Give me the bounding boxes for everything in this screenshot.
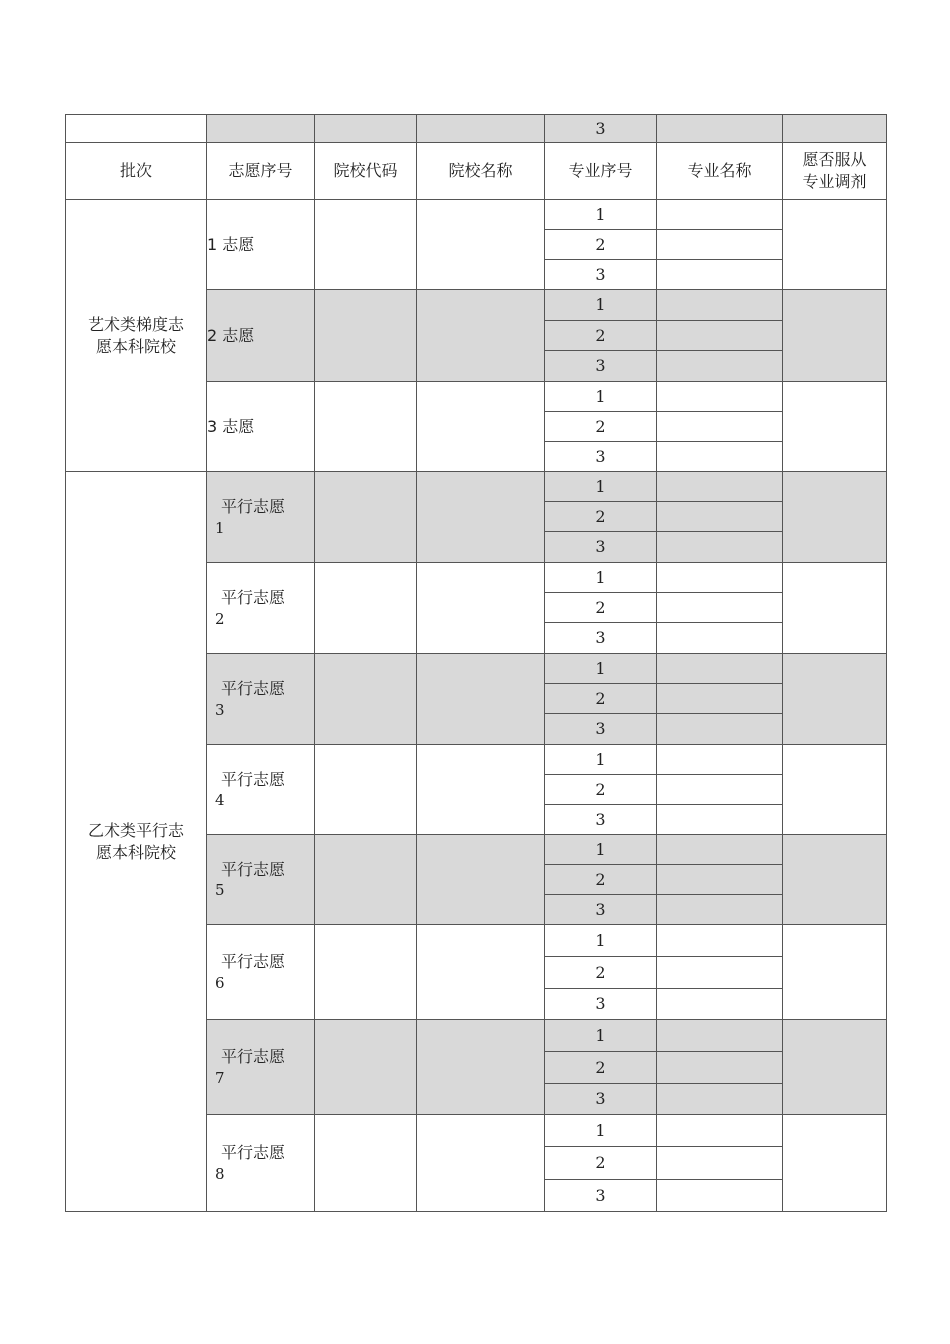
obey-adjust-cell[interactable] <box>783 1020 887 1115</box>
major-name-cell[interactable] <box>657 230 783 260</box>
school-name-cell[interactable] <box>417 654 545 745</box>
major-no-cell: 1 <box>545 472 657 502</box>
continued-row <box>66 115 887 143</box>
school-name-cell[interactable] <box>417 925 545 1020</box>
major-name-cell[interactable] <box>657 925 783 957</box>
school-name-cell[interactable] <box>417 835 545 925</box>
obey-adjust-cell[interactable] <box>783 200 887 290</box>
choice-number: 3 <box>215 700 225 719</box>
school-code-cell[interactable] <box>315 745 417 835</box>
major-name-cell[interactable] <box>657 382 783 412</box>
choice-number: 7 <box>215 1068 225 1087</box>
choice-label <box>207 654 315 745</box>
header-row <box>66 143 887 200</box>
major-name-cell[interactable] <box>657 442 783 472</box>
major-name-cell[interactable] <box>657 472 783 502</box>
major-name-cell[interactable] <box>657 895 783 925</box>
major-no-cell: 2 <box>545 684 657 714</box>
choice-prefix: 平行志愿 <box>221 859 286 879</box>
major-name-cell[interactable] <box>657 1115 783 1147</box>
choice-prefix: 平行志愿 <box>221 1047 286 1067</box>
continued-major-name-cell[interactable] <box>657 115 783 143</box>
major-no-cell: 1 <box>545 290 657 321</box>
major-no-cell: 3 <box>545 351 657 382</box>
major-no-cell: 1 <box>545 1115 657 1147</box>
header-obey-line1: 愿否服从 <box>802 150 867 170</box>
major-name-cell[interactable] <box>657 1052 783 1084</box>
continued-batch-cell[interactable] <box>66 115 207 143</box>
major-no-cell: 2 <box>545 775 657 805</box>
major-row <box>66 200 887 230</box>
school-code-cell[interactable] <box>315 1020 417 1115</box>
major-no-cell: 2 <box>545 865 657 895</box>
choice-label <box>207 925 315 1020</box>
continued-school-code-cell[interactable] <box>315 115 417 143</box>
major-name-cell[interactable] <box>657 1147 783 1180</box>
major-no-cell: 3 <box>545 989 657 1020</box>
major-no-cell: 2 <box>545 502 657 532</box>
major-name-cell[interactable] <box>657 1084 783 1115</box>
major-no-cell: 2 <box>545 1052 657 1084</box>
school-code-cell[interactable] <box>315 925 417 1020</box>
header-obey-line2: 专业调剂 <box>802 172 867 191</box>
school-code-cell[interactable] <box>315 1115 417 1212</box>
choice-label: 2 志愿 <box>207 290 315 382</box>
school-code-cell[interactable] <box>315 654 417 745</box>
major-name-cell[interactable] <box>657 623 783 654</box>
major-name-cell[interactable] <box>657 745 783 775</box>
choice-prefix: 平行志愿 <box>221 1143 286 1163</box>
major-no-cell: 1 <box>545 1020 657 1052</box>
header-major-name: 专业名称 <box>657 143 783 200</box>
header-choice-no: 志愿序号 <box>207 143 315 200</box>
school-code-cell[interactable] <box>315 563 417 654</box>
major-name-cell[interactable] <box>657 290 783 321</box>
major-name-cell[interactable] <box>657 351 783 382</box>
obey-adjust-cell[interactable] <box>783 1115 887 1212</box>
application-form-table <box>65 114 887 1212</box>
batch-label-line1: 乙术类平行志 <box>87 820 184 840</box>
header-school-name: 院校名称 <box>417 143 545 200</box>
major-name-cell[interactable] <box>657 684 783 714</box>
major-no-cell: 1 <box>545 382 657 412</box>
choice-number: 5 <box>215 881 225 900</box>
form-body <box>66 115 887 1212</box>
header-obey-adjust <box>783 143 887 200</box>
batch-label-line1: 艺术类梯度志 <box>87 314 184 334</box>
header-batch: 批次 <box>66 143 207 200</box>
school-name-cell[interactable] <box>417 1020 545 1115</box>
choice-prefix: 平行志愿 <box>221 497 286 517</box>
major-no-cell: 2 <box>545 321 657 351</box>
choice-label: 3 志愿 <box>207 382 315 472</box>
major-no-cell: 3 <box>545 805 657 835</box>
major-name-cell[interactable] <box>657 200 783 230</box>
continued-choice-cell[interactable] <box>207 115 315 143</box>
major-no-cell: 3 <box>545 260 657 290</box>
major-no-cell: 3 <box>545 1180 657 1212</box>
school-code-cell[interactable] <box>315 382 417 472</box>
continued-school-name-cell[interactable] <box>417 115 545 143</box>
major-name-cell[interactable] <box>657 593 783 623</box>
batch-label-line2: 愿本科院校 <box>95 336 176 356</box>
choice-label <box>207 1115 315 1212</box>
obey-adjust-cell[interactable] <box>783 654 887 745</box>
header-school-code: 院校代码 <box>315 143 417 200</box>
choice-label: 1 志愿 <box>207 200 315 290</box>
choice-label <box>207 1020 315 1115</box>
major-name-cell[interactable] <box>657 989 783 1020</box>
obey-adjust-cell[interactable] <box>783 563 887 654</box>
continued-major-no: 3 <box>545 115 657 143</box>
batch-cell-gradient <box>66 200 207 472</box>
choice-prefix: 平行志愿 <box>221 588 286 608</box>
batch-label-line2: 愿本科院校 <box>95 842 176 862</box>
obey-adjust-cell[interactable] <box>783 835 887 925</box>
choice-prefix: 平行志愿 <box>221 769 286 789</box>
school-code-cell[interactable] <box>315 290 417 382</box>
header-major-no: 专业序号 <box>545 143 657 200</box>
major-name-cell[interactable] <box>657 1180 783 1212</box>
choice-prefix: 平行志愿 <box>221 952 286 972</box>
school-name-cell[interactable] <box>417 200 545 290</box>
major-no-cell: 3 <box>545 1084 657 1115</box>
major-no-cell: 1 <box>545 563 657 593</box>
major-name-cell[interactable] <box>657 865 783 895</box>
major-no-cell: 2 <box>545 412 657 442</box>
school-code-cell[interactable] <box>315 835 417 925</box>
school-code-cell[interactable] <box>315 472 417 563</box>
choice-label <box>207 563 315 654</box>
major-row <box>66 472 887 502</box>
major-name-cell[interactable] <box>657 835 783 865</box>
choice-number: 2 <box>215 609 225 628</box>
major-no-cell: 3 <box>545 714 657 745</box>
major-name-cell[interactable] <box>657 532 783 563</box>
choice-number: 4 <box>215 791 225 810</box>
major-name-cell[interactable] <box>657 654 783 684</box>
obey-adjust-cell[interactable] <box>783 925 887 1020</box>
major-name-cell[interactable] <box>657 805 783 835</box>
obey-adjust-cell[interactable] <box>783 745 887 835</box>
major-no-cell: 3 <box>545 623 657 654</box>
choice-label <box>207 835 315 925</box>
obey-adjust-cell[interactable] <box>783 290 887 382</box>
choice-number: 8 <box>215 1164 225 1183</box>
major-no-cell: 1 <box>545 835 657 865</box>
major-no-cell: 3 <box>545 532 657 563</box>
major-no-cell: 1 <box>545 745 657 775</box>
obey-adjust-cell[interactable] <box>783 472 887 563</box>
choice-label <box>207 745 315 835</box>
major-no-cell: 1 <box>545 200 657 230</box>
major-no-cell: 2 <box>545 957 657 989</box>
major-name-cell[interactable] <box>657 714 783 745</box>
major-no-cell: 2 <box>545 593 657 623</box>
school-name-cell[interactable] <box>417 745 545 835</box>
choice-number: 1 <box>215 518 225 537</box>
choice-prefix: 平行志愿 <box>221 679 286 699</box>
major-no-cell: 1 <box>545 654 657 684</box>
school-code-cell[interactable] <box>315 200 417 290</box>
major-name-cell[interactable] <box>657 1020 783 1052</box>
major-name-cell[interactable] <box>657 321 783 351</box>
major-name-cell[interactable] <box>657 775 783 805</box>
major-name-cell[interactable] <box>657 957 783 989</box>
school-name-cell[interactable] <box>417 290 545 382</box>
major-name-cell[interactable] <box>657 563 783 593</box>
choice-number: 6 <box>215 973 225 992</box>
school-name-cell[interactable] <box>417 563 545 654</box>
major-no-cell: 2 <box>545 1147 657 1180</box>
major-no-cell: 2 <box>545 230 657 260</box>
continued-obey-cell[interactable] <box>783 115 887 143</box>
major-name-cell[interactable] <box>657 260 783 290</box>
school-name-cell[interactable] <box>417 1115 545 1212</box>
major-no-cell: 1 <box>545 925 657 957</box>
choice-label <box>207 472 315 563</box>
school-name-cell[interactable] <box>417 472 545 563</box>
major-name-cell[interactable] <box>657 502 783 532</box>
major-no-cell: 3 <box>545 895 657 925</box>
batch-cell-parallel <box>66 472 207 1212</box>
major-name-cell[interactable] <box>657 412 783 442</box>
school-name-cell[interactable] <box>417 382 545 472</box>
obey-adjust-cell[interactable] <box>783 382 887 472</box>
major-no-cell: 3 <box>545 442 657 472</box>
